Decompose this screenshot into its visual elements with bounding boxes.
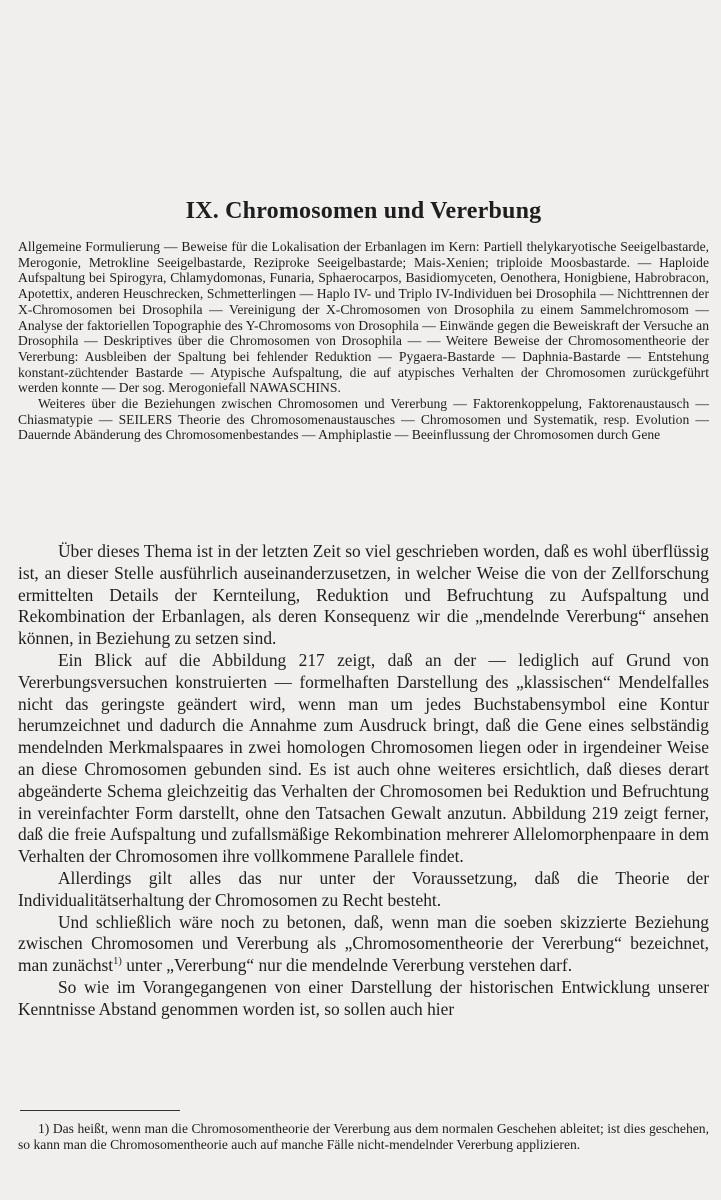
body-paragraph-4-end: unter „Vererbung“ nur die mendelnde Vererbung verstehen darf. bbox=[121, 955, 573, 976]
footnote-reference: 1) bbox=[113, 956, 122, 968]
body-paragraph-2: Ein Blick auf die Abbildung 217 zeigt, daß an der — lediglich auf Grund von Vererbungsversuchen konstruierten — formelhaften Darstellung des „klassischen“ Mendelfalles nicht das geringste geändert wird, wenn man um jedes Buchstabensymbol eine Kontur herumzeichnet und dadurch die Annahme zum Ausdruck bringt, daß die Gene eines selbständig mendelnden Merkmalspaares in zwei homologen Chromosomen liegen oder in irgendeiner Weise an diese Chromosomen gebunden sind. Es ist auch ohne weiteres ersichtlich, daß dieses derart abgeänderte Schema gleichzeitig das Verhalten der Chromosomen bei Reduktion und Befruchtung in vereinfachter Form darstellt, ohne den Tatsachen Gewalt anzutun. Abbildung 219 zeigt ferner, daß die freie Aufspaltung und zufallsmäßige Rekombination mehrerer Allelomorphenpaare in dem Verhalten der Chromosomen ihre vollkommene Parallele findet. bbox=[18, 649, 709, 867]
book-page bbox=[18, 0, 709, 1200]
footnote bbox=[18, 1121, 709, 1154]
body-paragraph-3: Allerdings gilt alles das nur unter der Voraussetzung, daß die Theorie der Individualitätserhaltung der Chromosomen zu Recht besteht. bbox=[18, 867, 709, 910]
summary-paragraph-2: Weiteres über die Beziehungen zwischen Chromosomen und Vererbung — Faktorenkoppelung, Faktorenaustausch — Chiasmatypie — SEILERS Theorie des Chromosomenaustausches — Chromosomen und Systematik, resp. Evolution — Dauernde Abänderung des Chromosomenbestandes — Amphiplastie — Beeinflussung der Chromosomen durch Gene bbox=[18, 396, 709, 443]
body-paragraph-5: So wie im Vorangegangenen von einer Darstellung der historischen Entwicklung unserer Kenntnisse Abstand genommen worden ist, so sollen auch hier bbox=[18, 976, 709, 1019]
chapter-summary bbox=[18, 239, 709, 443]
body-paragraph-1: Über dieses Thema ist in der letzten Zeit so viel geschrieben worden, daß es wohl überflüssig ist, an dieser Stelle ausführlich auseinanderzusetzen, in welcher Weise die von der Zellforschung ermittelten Details der Kernteilung, Reduktion und Befruchtung zu Aufspaltung und Rekombination der Erbanlagen, als deren Konsequenz wir die „mendelnde Vererbung“ ansehen können, in Beziehung zu setzen sind. bbox=[18, 541, 709, 649]
body-paragraph-4 bbox=[18, 912, 709, 977]
chapter-title: IX. Chromosomen und Vererbung bbox=[185, 198, 542, 224]
footnote-divider bbox=[20, 1110, 180, 1111]
body-paragraph-4-start: Und schließlich wäre noch zu betonen, daß, wenn man die soeben skizzierte Beziehung zwischen Chromosomen und Vererbung als „Chromosomentheorie der Vererbung“ bezeichnet, man zunächst bbox=[18, 911, 709, 976]
footnote-text: 1) Das heißt, wenn man die Chromosomentheorie der Vererbung aus dem normalen Geschehen ableitet; ist dies geschehen, so kann man die Chromosomentheorie auch auf manche Fälle nicht-mendelnder Vererbung applizieren. bbox=[18, 1121, 709, 1153]
body-text bbox=[18, 541, 709, 1021]
summary-paragraph-1: Allgemeine Formulierung — Beweise für die Lokalisation der Erbanlagen im Kern: Partiell thelykaryotische Seeigelbastarde, Merogonie, Metrokline Seeigelbastarde, Reziproke Seeigelbastarde; Mais-Xenien; triploide Moosbastarde. — Haploide Aufspaltung bei Spirogyra, Chlamydomonas, Funaria, Sphaerocarpos, Basidiomyceten, Oenothera, Honigbiene, Habrobracon, Apotettix, anderen Heuschrecken, Schmetterlingen — Haplo IV- und Triplo IV-Individuen bei Drosophila — Nichttrennen der X-Chromosomen bei Drosophila — Vereinigung der X-Chromosomen von Drosophila zu einem Sammelchromosom — Analyse der faktoriellen Topographie des Y-Chromosoms von Drosophila — Einwände gegen die Beweiskraft der Versuche an Drosophila — Deskriptives über die Chromosomen von Drosophila — — Weitere Beweise der Chromosomentheorie der Vererbung: Ausbleiben der Spaltung bei fehlender Reduktion — Pygaera-Bastarde — Daphnia-Bastarde — Entstehung konstant-züchtender Bastarde — Atypische Aufspaltung, die auf atypisches Verhalten der Chromosomen zurückgeführt werden konnte — Der sog. Merogoniefall NAWASCHINS. bbox=[18, 239, 709, 396]
